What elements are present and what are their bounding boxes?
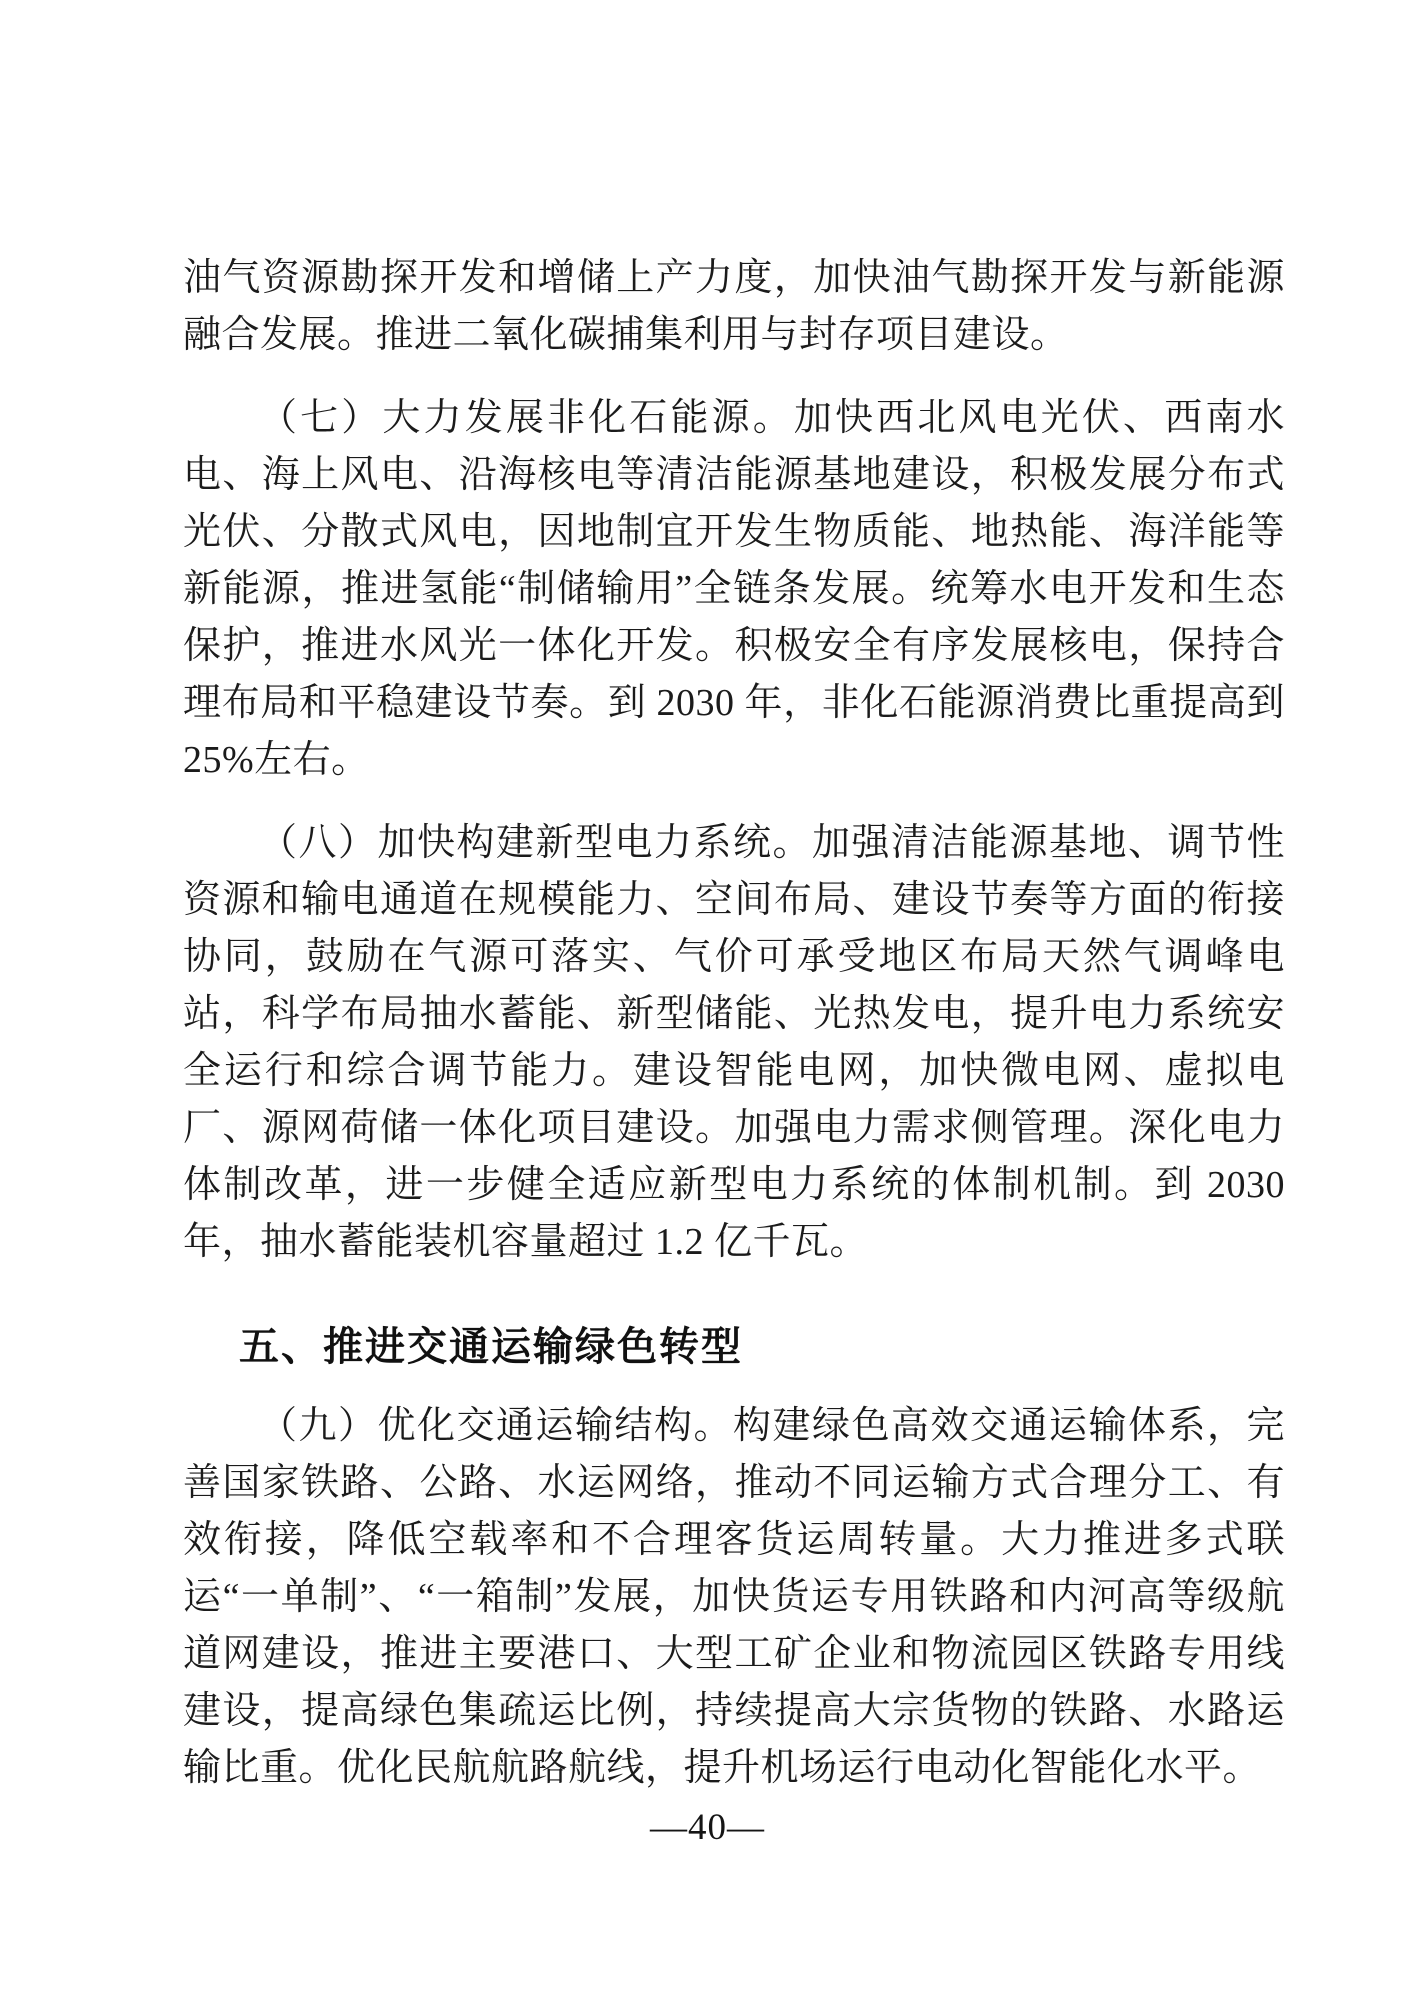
page-number: —40— (650, 1807, 765, 1848)
body-paragraph-continuation: 油气资源勘探开发和增储上产力度，加快油气勘探开发与新能源融合发展。推进二氧化碳捕集利用与封存项目建设。 (183, 257, 1285, 356)
body-paragraph-item-nine: （九）优化交通运输结构。构建绿色高效交通运输体系，完善国家铁路、公路、水运网络，推动不同运输方式合理分工、有效衔接，降低空载率和不合理客货运周转量。大力推进多式联运“一单制”、“一箱制”发展，加快货运专用铁路和内河高等级航道网建设，推进主要港口、大型工矿企业和物流园区铁路专用线建设，提高绿色集疏运比例，持续提高大宗货物的铁路、水路运输比重。优化民航航路航线，提升机场运行电动化智能化水平。 (183, 1405, 1285, 1789)
body-paragraph-item-eight: （八）加快构建新型电力系统。加强清洁能源基地、调节性资源和输电通道在规模能力、空间布局、建设节奏等方面的衔接协同，鼓励在气源可落实、气价可承受地区布局天然气调峰电站，科学布局抽水蓄能、新型储能、光热发电，提升电力系统安全运行和综合调节能力。建设智能电网，加快微电网、虚拟电厂、源网荷储一体化项目建设。加强电力需求侧管理。深化电力体制改革，进一步健全适应新型电力系统的体制机制。到 2030 年，抽水蓄能装机容量超过 1.2 亿千瓦。 (183, 822, 1285, 1263)
section-heading-five: 五、推进交通运输绿色转型 (239, 1325, 743, 1369)
body-paragraph-item-seven: （七）大力发展非化石能源。加快西北风电光伏、西南水电、海上风电、沿海核电等清洁能源基地建设，积极发展分布式光伏、分散式风电，因地制宜开发生物质能、地热能、海洋能等新能源，推进氢能“制储输用”全链条发展。统筹水电开发和生态保护，推进水风光一体化开发。积极安全有序发展核电，保持合理布局和平稳建设节奏。到 2030 年，非化石能源消费比重提高到 25%左右。 (183, 397, 1285, 781)
document-body (183, 250, 1285, 1823)
